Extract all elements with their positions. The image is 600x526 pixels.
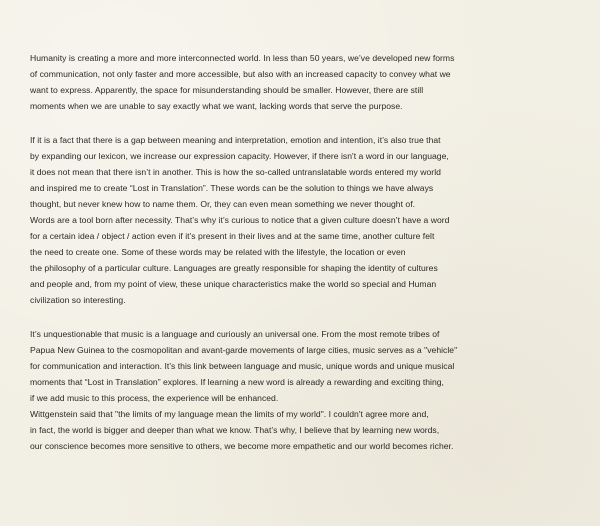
paragraph-3: [30, 326, 575, 454]
text-line: by expanding our lexicon, we increase our expression capacity. However, if there isn't a word in our language,: [30, 151, 449, 161]
text-line: if we add music to this process, the experience will be enhanced.: [30, 393, 279, 403]
text-line: for communication and interaction. It’s this link between language and music, unique words and unique musical: [30, 361, 455, 371]
text-line: If it is a fact that there is a gap between meaning and interpretation, emotion and intention, it’s also true that: [30, 135, 441, 145]
text-line: Wittgenstein said that "the limits of my language mean the limits of my world". I couldn't agree more and,: [30, 409, 429, 419]
text-line: Words are a tool born after necessity. That’s why it’s curious to notice that a given culture doesn’t have a word: [30, 215, 450, 225]
text-line: thought, but never knew how to name them. Or, they can even mean something we never thought of.: [30, 199, 416, 209]
text-line: moments that “Lost in Translation” explores. If learning a new word is already a rewarding and exciting thing,: [30, 377, 444, 387]
text-line: and inspired me to create “Lost in Translation”. These words can be the solution to things we have always: [30, 183, 434, 193]
text-line: Papua New Guinea to the cosmopolitan and avant-garde movements of large cities, music serves as a "vehicle": [30, 345, 458, 355]
text-body: [30, 50, 575, 472]
text-line: the need to create one. Some of these words may be related with the lifestyle, the location or even: [30, 247, 406, 257]
text-line: it does not mean that there isn’t in another. This is how the so-called untranslatable words entered my world: [30, 167, 441, 177]
text-line: It’s unquestionable that music is a language and curiously an universal one. From the most remote tribes of: [30, 329, 440, 339]
text-line: the philosophy of a particular culture. Languages are greatly responsible for shaping the identity of cultures: [30, 263, 438, 273]
text-line: want to express. Apparently, the space for misunderstanding should be smaller. However, there are still: [30, 85, 424, 95]
paragraph-1: [30, 50, 575, 114]
text-line: for a certain idea / object / action even if it’s present in their lives and at the same time, another culture felt: [30, 231, 435, 241]
text-line: moments when we are unable to say exactly what we want, lacking words that serve the purpose.: [30, 101, 403, 111]
text-line: our conscience becomes more sensitive to others, we become more empathetic and our world becomes richer.: [30, 441, 454, 451]
text-line: of communication, not only faster and more accessible, but also with an increased capacity to convey what we: [30, 69, 451, 79]
text-line: civilization so interesting.: [30, 295, 126, 305]
paragraph-2: [30, 132, 575, 308]
text-line: in fact, the world is bigger and deeper than what we know. That’s why, I believe that by learning new words,: [30, 425, 440, 435]
text-line: and people and, from my point of view, these unique characteristics make the world so special and Human: [30, 279, 437, 289]
text-line: Humanity is creating a more and more interconnected world. In less than 50 years, we’ve developed new forms: [30, 53, 455, 63]
